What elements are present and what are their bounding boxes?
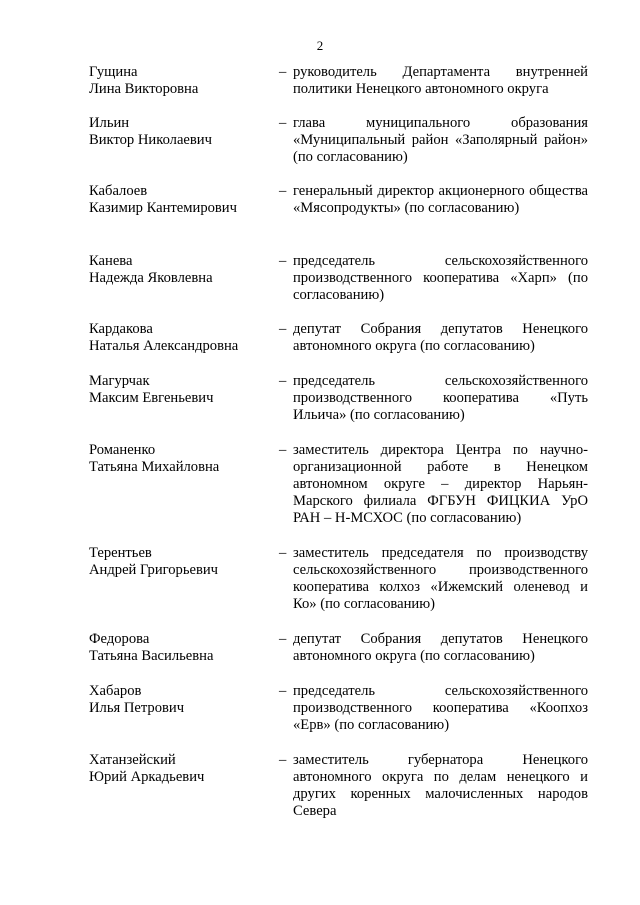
member-name <box>89 545 279 579</box>
member-given-names: Татьяна Васильевна <box>89 648 214 664</box>
dash-separator: – <box>279 442 287 458</box>
member-role: заместитель председателя по производству сельскохозяйственного производственного кооператива колхоз «Ижемский оленевод и Ко» (по согласованию) <box>293 545 588 612</box>
member-given-names: Андрей Григорьевич <box>89 562 219 578</box>
member-given-names: Казимир Кантемирович <box>89 200 237 216</box>
member-surname: Ильин <box>89 115 130 131</box>
dash-separator: – <box>279 183 287 199</box>
member-name <box>89 442 279 476</box>
dash-separator: – <box>279 683 287 699</box>
member-role: депутат Собрания депутатов Ненецкого автономного округа (по согласованию) <box>293 321 588 354</box>
member-role: депутат Собрания депутатов Ненецкого автономного округа (по согласованию) <box>293 631 588 664</box>
member-surname: Терентьев <box>89 545 152 561</box>
member-name <box>89 115 279 149</box>
member-role: председатель сельскохозяйственного производственного кооператива «Харп» (по согласованию) <box>293 253 588 303</box>
dash-separator: – <box>279 373 287 389</box>
member-name <box>89 183 279 217</box>
page-number: 2 <box>316 38 324 53</box>
member-name <box>89 752 279 786</box>
member-surname: Кардакова <box>89 321 153 337</box>
member-given-names: Надежда Яковлевна <box>89 270 213 286</box>
member-surname: Канева <box>89 253 133 269</box>
member-name <box>89 253 279 287</box>
member-surname: Гущина <box>89 64 138 80</box>
member-surname: Кабалоев <box>89 183 148 199</box>
dash-separator: – <box>279 64 287 80</box>
member-surname: Федорова <box>89 631 150 647</box>
dash-separator: – <box>279 631 287 647</box>
member-surname: Хабаров <box>89 683 142 699</box>
member-surname: Хатанзейский <box>89 752 176 768</box>
dash-separator: – <box>279 752 287 768</box>
member-role: заместитель директора Центра по научно-организационной работе в Ненецком автономном округе – директор Нарьян-Марского филиала ФГБУН ФИЦКИА УрО РАН – Н-МСХОС (по согласованию) <box>293 442 588 526</box>
member-given-names: Виктор Николаевич <box>89 132 212 148</box>
member-name <box>89 631 279 665</box>
member-given-names: Юрий Аркадьевич <box>89 769 205 785</box>
member-name <box>89 683 279 717</box>
dash-separator: – <box>279 545 287 561</box>
member-given-names: Максим Евгеньевич <box>89 390 214 406</box>
member-given-names: Лина Викторовна <box>89 81 199 97</box>
dash-separator: – <box>279 115 287 131</box>
member-name <box>89 321 279 355</box>
member-surname: Магурчак <box>89 373 150 389</box>
member-role: руководитель Департамента внутренней политики Ненецкого автономного округа <box>293 64 588 97</box>
member-role: председатель сельскохозяйственного производственного кооператива «Путь Ильича» (по согласованию) <box>293 373 588 423</box>
member-given-names: Татьяна Михайловна <box>89 459 220 475</box>
member-surname: Романенко <box>89 442 156 458</box>
member-role: глава муниципального образования «Муниципальный район «Заполярный район» (по согласованию) <box>293 115 588 165</box>
member-given-names: Илья Петрович <box>89 700 185 716</box>
member-role: генеральный директор акционерного общества «Мясопродукты» (по согласованию) <box>293 183 588 216</box>
member-given-names: Наталья Александровна <box>89 338 239 354</box>
dash-separator: – <box>279 321 287 337</box>
member-role: заместитель губернатора Ненецкого автономного округа по делам ненецкого и других коренных малочисленных народов Севера <box>293 752 588 819</box>
dash-separator: – <box>279 253 287 269</box>
member-role: председатель сельскохозяйственного производственного кооператива «Коопхоз «Ерв» (по согласованию) <box>293 683 588 733</box>
member-name <box>89 64 279 98</box>
member-name <box>89 373 279 407</box>
